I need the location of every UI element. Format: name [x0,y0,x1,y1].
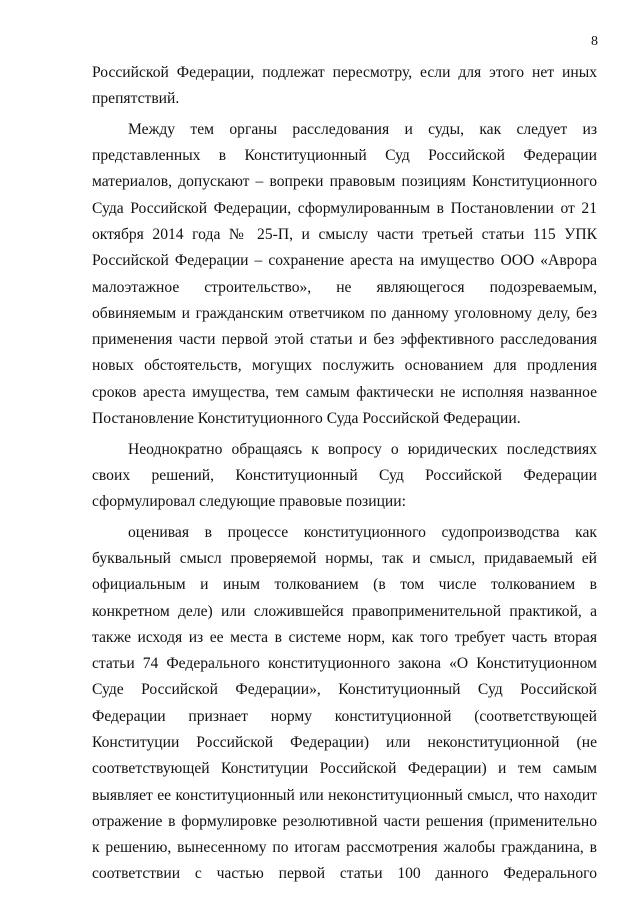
text-line: статьи 74 Федерального конституционного закона «О Конституционном [92,655,597,673]
text-line: буквальный смысл проверяемой нормы, так и смысл, придаваемый ей [92,549,597,567]
text-line: обвиняемым и гражданским ответчиком по данному уголовному делу, без [92,304,597,322]
text-line: малоэтажное строительство», не являющегося подозреваемым, [92,278,597,296]
text-line: конкретном деле) или сложившейся правоприменительной практикой, а [92,602,597,620]
text-line: официальным и иным толкованием (в том числе толкованием в [92,576,597,594]
text-line: препятствий. [92,90,180,108]
text-line: сроков ареста имущества, тем самым фактически не исполняя названное [92,383,597,401]
text-line: Постановление Конституционного Суда Российской Федерации. [92,410,521,428]
text-line: материалов, допускают – вопреки правовым позициям Конституционного [92,173,597,191]
text-line: соответствующей Конституции Российской Федерации) и тем самым [92,760,597,778]
text-line: Конституции Российской Федерации) или неконституционной (не [92,733,597,751]
text-line: Российской Федерации – сохранение ареста на имущество ООО «Аврора [92,252,597,270]
text-line: новых обстоятельств, могущих послужить основанием для продления [92,357,597,375]
text-line: к решению, вынесенному по итогам рассмотрения жалобы гражданина, в [92,839,597,857]
text-line: также исходя из ее места в системе норм, как того требует часть вторая [92,628,597,646]
document-body [92,60,597,892]
paragraph [92,60,597,113]
paragraph [92,520,597,888]
text-line: своих решений, Конституционный Суд Российской Федерации [92,466,597,484]
text-line: Неоднократно обращаясь к вопросу о юридических последствиях [128,440,597,458]
paragraph [92,117,597,433]
text-line: октября 2014 года № 25-П, и смыслу части третьей статьи 115 УПК [92,225,597,243]
text-line: Федерации признает норму конституционной (соответствующей [92,707,597,725]
text-line: сформулировал следующие правовые позиции: [92,493,406,511]
text-line: выявляет ее конституционный или неконституционный смысл, что находит [92,786,597,804]
page-number: 8 [591,34,598,49]
text-line: представленных в Конституционный Суд Российской Федерации [92,147,597,165]
text-line: отражение в формулировке резолютивной части решения (применительно [92,812,597,830]
text-line: Суда Российской Федерации, сформулированным в Постановлении от 21 [92,199,597,217]
text-line: оценивая в процессе конституционного судопроизводства как [128,523,597,541]
text-line: Между тем органы расследования и суды, как следует из [128,120,597,138]
paragraph [92,437,597,516]
text-line: Российской Федерации, подлежат пересмотру, если для этого нет иных [92,64,597,81]
text-line: Суде Российской Федерации», Конституционный Суд Российской [92,681,597,699]
text-line: применения части первой этой статьи и без эффективного расследования [92,331,597,349]
text-line: соответствии с частью первой статьи 100 данного Федерального [92,865,597,883]
